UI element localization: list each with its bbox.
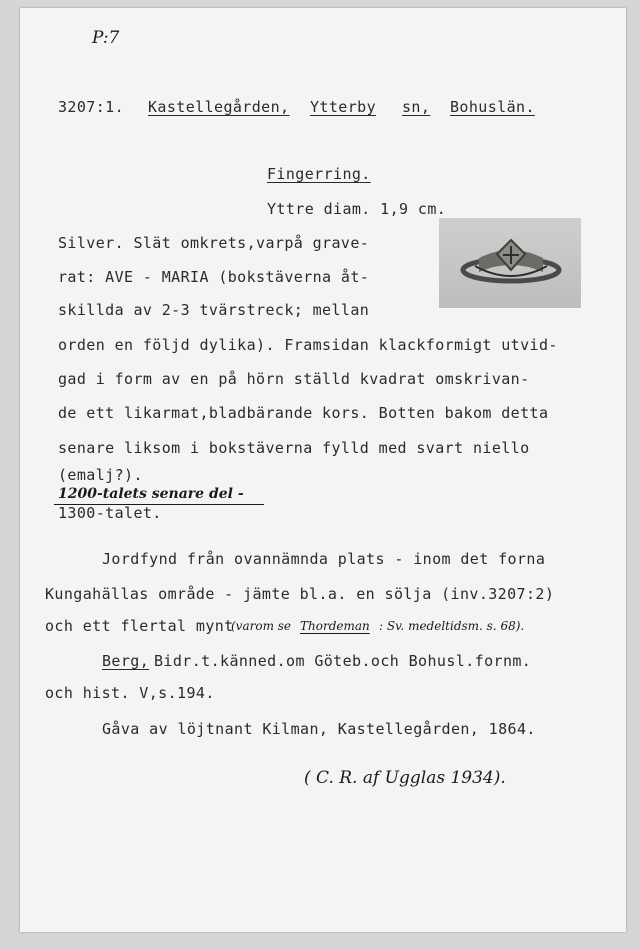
find-line: Kungahällas område - jämte bl.a. en sölja (inv.3207:2)	[45, 585, 555, 603]
description-line: (emalj?).	[58, 466, 143, 484]
description-line: skillda av 2-3 tvärstreck; mellan	[58, 301, 370, 319]
find-handwritten-rest: : Sv. medeltidsm. s. 68).	[379, 619, 525, 633]
description-line: rat: AVE - MARIA (bokstäverna åt-	[58, 268, 370, 286]
diameter: Yttre diam. 1,9 cm.	[267, 200, 447, 218]
object-title: Fingerring.	[267, 165, 371, 183]
description-line: senare liksom i bokstäverna fylld med svart niello	[58, 439, 530, 457]
description-line: gad i form av en på hörn ställd kvadrat omskrivan-	[58, 370, 530, 388]
description-line: Silver. Slät omkrets,varpå grave-	[58, 234, 370, 252]
place-name: Kastellegården,	[148, 98, 290, 116]
parish-name: Ytterby	[310, 98, 377, 116]
find-line: och ett flertal mynt	[45, 617, 234, 635]
reference-author: Berg,	[102, 652, 150, 670]
reference-title: Bidr.t.känned.om Göteb.och Bohusl.fornm.	[154, 652, 532, 670]
dating-typed: 1300-talet.	[58, 504, 162, 522]
sn-label: sn,	[402, 98, 431, 116]
province-name: Bohuslän.	[450, 98, 535, 116]
reference-line: och hist. V,s.194.	[45, 684, 215, 702]
ring-photo-icon	[439, 218, 581, 308]
gift-note: Gåva av löjtnant Kilman, Kastellegården, 1864.	[102, 720, 536, 738]
find-line: Jordfynd från ovannämnda plats - inom det forna	[102, 550, 546, 568]
signature: ( C. R. af Ugglas 1934).	[304, 768, 506, 788]
page-ref: P:7	[92, 28, 120, 48]
find-handwritten-prefix: (varom se	[231, 619, 292, 633]
description-line: orden en följd dylika). Framsidan klackformigt utvid-	[58, 336, 558, 354]
find-handwritten-author: Thordeman	[300, 619, 370, 633]
catalog-number: 3207:1.	[58, 98, 125, 116]
dating-handwritten: 1200-talets senare del -	[58, 486, 244, 502]
catalog-card	[20, 8, 626, 932]
description-line: de ett likarmat,bladbärande kors. Botten bakom detta	[58, 404, 549, 422]
